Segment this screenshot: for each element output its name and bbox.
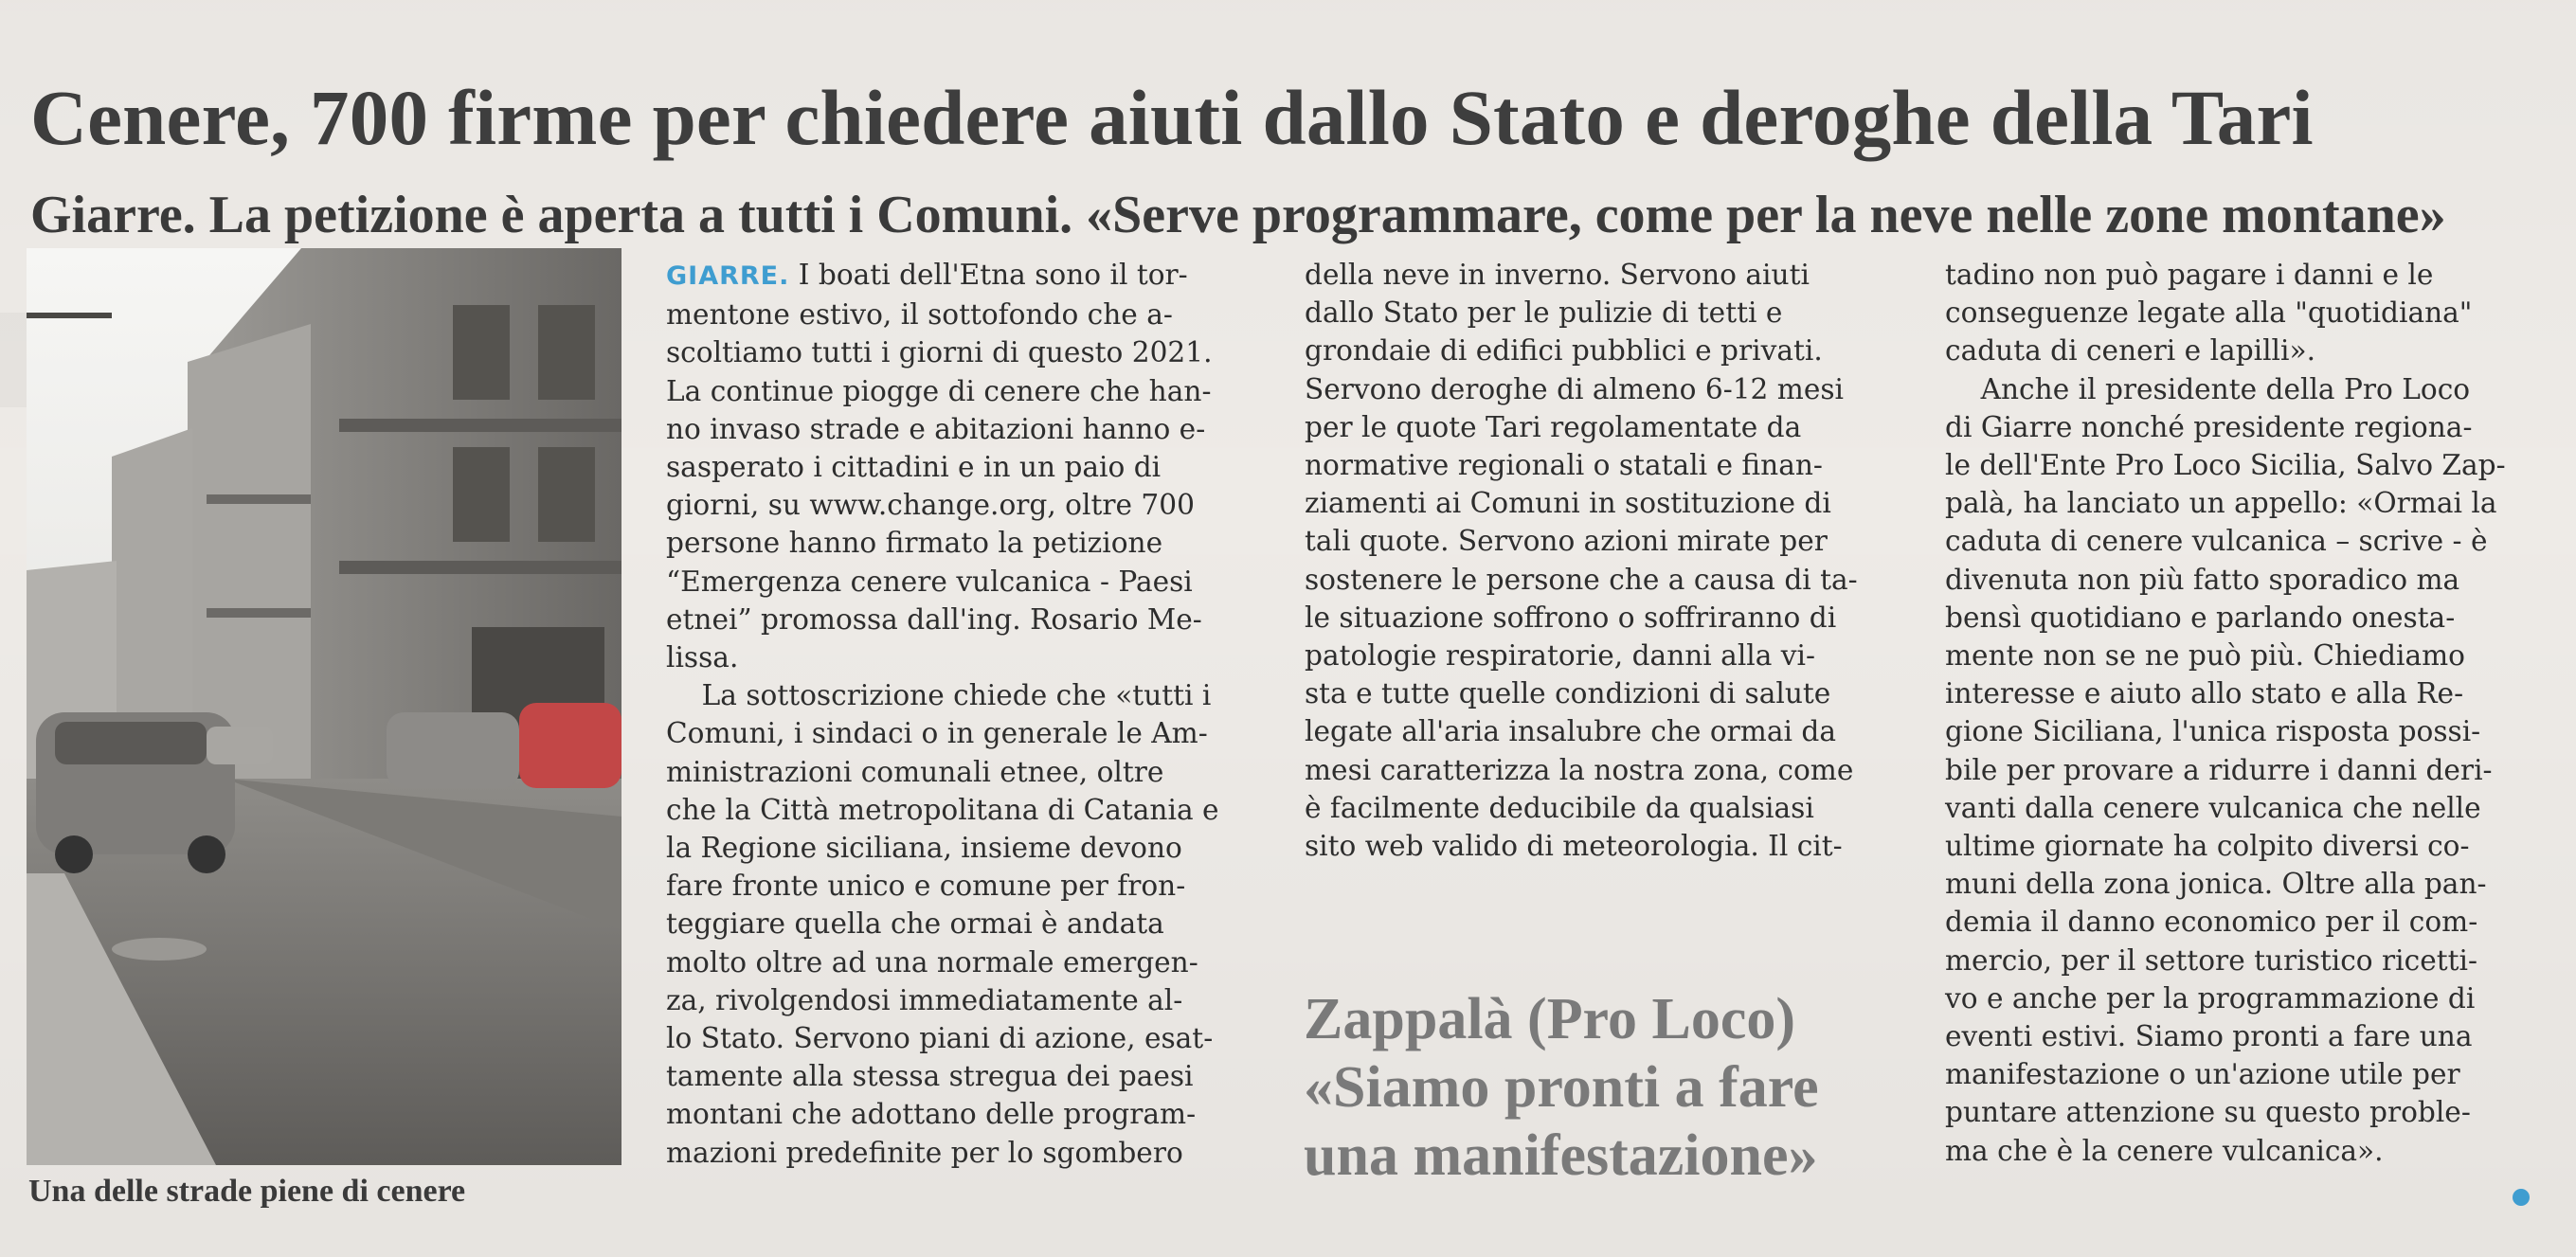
body-line: conseguenze legate alla "quotidiana" <box>1945 296 2473 330</box>
body-line: lo Stato. Servono piani di azione, esat- <box>666 1022 1214 1055</box>
body-line: ziamenti ai Comuni in sostituzione di <box>1305 487 1831 520</box>
body-line: sito web valido di meteorologia. Il cit- <box>1305 830 1843 863</box>
body-line: muni della zona jonica. Oltre alla pan- <box>1945 868 2487 901</box>
body-line: La sottoscrizione chiede che «tutti i <box>666 679 1212 712</box>
body-line: caduta di ceneri e lapilli». <box>1945 334 2316 368</box>
body-line: divenuta non più fatto sporadico ma <box>1945 563 2460 596</box>
body-line: è facilmente deducibile da qualsiasi <box>1305 791 1814 824</box>
body-line: per le quote Tari regolamentate da <box>1305 410 1802 443</box>
headline: Cenere, 700 firme per chiedere aiuti dallo Stato e deroghe della Tari <box>30 73 2314 161</box>
body-line: mercio, per il settore turistico ricetti- <box>1945 943 2477 977</box>
pull-quote-line: «Siamo pronti a fare <box>1304 1055 1819 1120</box>
bleed-through-shade <box>0 313 27 407</box>
body-line: montani che adottano delle program- <box>666 1098 1197 1131</box>
body-line: tadino non può pagare i danni e le <box>1945 259 2434 291</box>
body-line: scoltiamo tutti i giorni di questo 2021. <box>666 336 1213 369</box>
body-line: che la Città metropolitana di Catania e <box>666 793 1219 826</box>
street-ash-image <box>27 248 621 1165</box>
body-line: legate all'aria insalubre che ormai da <box>1305 715 1836 748</box>
body-line: fare fronte unico e comune per fron- <box>666 870 1186 903</box>
street-photo <box>27 248 621 1165</box>
body-line: giorni, su www.change.org, oltre 700 <box>666 489 1195 522</box>
body-line: La continue piogge di cenere che han- <box>666 374 1212 407</box>
body-line: della neve in inverno. Servono aiuti <box>1305 259 1810 291</box>
body-line: mesi caratterizza la nostra zona, come <box>1305 753 1854 786</box>
body-line: bensì quotidiano e parlando onesta- <box>1945 601 2456 634</box>
body-line: di Giarre nonché presidente regiona- <box>1945 410 2473 443</box>
body-line: patologie respiratorie, danni alla vi- <box>1305 639 1815 673</box>
body-line: mazioni predefinite per lo sgombero <box>666 1136 1183 1169</box>
body-line: vo e anche per la programmazione di <box>1945 981 2476 1015</box>
body-line: palà, ha lanciato un appello: «Ormai la <box>1945 487 2497 520</box>
body-line: gione Siciliana, l'unica risposta possi- <box>1945 715 2481 748</box>
body-line: la Regione siciliana, insieme devono <box>666 832 1182 865</box>
body-line: ministrazioni comunali etnee, oltre <box>666 755 1164 788</box>
body-line: caduta di cenere vulcanica – scrive - è <box>1945 525 2488 558</box>
dateline: GIARRE. <box>666 261 790 291</box>
pull-quote-line: una manifestazione» <box>1304 1123 1818 1188</box>
article-column-1 <box>666 256 1263 1172</box>
photo-caption: Una delle strade piene di cenere <box>28 1174 466 1209</box>
body-line: manifestazione o un'azione utile per <box>1945 1058 2460 1091</box>
body-line: molto oltre ad una normale emergen- <box>666 945 1198 979</box>
end-of-article-dot-icon <box>2513 1189 2530 1206</box>
body-line: le dell'Ente Pro Loco Sicilia, Salvo Zap- <box>1945 449 2506 482</box>
pull-quote <box>1304 985 1910 1190</box>
body-line: tali quote. Servono azioni mirate per <box>1305 525 1828 558</box>
body-line: mente non se ne può più. Chiediamo <box>1945 639 2466 673</box>
body-line: mentone estivo, il sottofondo che a- <box>666 298 1173 332</box>
body-line: persone hanno firmato la petizione <box>666 527 1163 560</box>
body-line: sasperato i cittadini e in un paio di <box>666 451 1162 484</box>
body-line: tamente alla stessa stregua dei paesi <box>666 1060 1194 1093</box>
body-line: normative regionali o statali e finan- <box>1305 449 1823 482</box>
body-line: grondaie di edifici pubblici e privati. <box>1305 334 1823 368</box>
body-line: lissa. <box>666 641 739 674</box>
body-line: sostenere le persone che a causa di ta- <box>1305 563 1858 596</box>
body-line: Anche il presidente della Pro Loco <box>1945 372 2471 405</box>
body-line: etnei” promossa dall'ing. Rosario Me- <box>666 602 1202 636</box>
body-line: no invaso strade e abitazioni hanno e- <box>666 412 1206 445</box>
pull-quote-line: Zappalà (Pro Loco) <box>1304 987 1795 1051</box>
body-line: le situazione soffrono o soffriranno di <box>1305 601 1837 634</box>
body-line: sta e tutte quelle condizioni di salute <box>1305 677 1831 710</box>
body-line: za, rivolgendosi immediatamente al- <box>666 983 1183 1016</box>
body-line: eventi estivi. Siamo pronti a fare una <box>1945 1020 2473 1053</box>
body-line: Comuni, i sindaci o in generale le Am- <box>666 717 1208 750</box>
body-line: bile per provare a ridurre i danni deri- <box>1945 753 2493 786</box>
article-column-3 <box>1945 256 2542 1170</box>
body-line: ultime giornate ha colpito diversi co- <box>1945 830 2470 863</box>
body-line: vanti dalla cenere vulcanica che nelle <box>1945 791 2481 824</box>
body-line: “Emergenza cenere vulcanica - Paesi <box>666 565 1193 598</box>
body-line: interesse e aiuto allo stato e alla Re- <box>1945 677 2464 710</box>
body-line: GIARRE. I boati dell'Etna sono il tor- <box>666 259 1188 291</box>
article-column-2 <box>1305 256 1901 865</box>
body-line: Servono deroghe di almeno 6-12 mesi <box>1305 372 1845 405</box>
body-line: puntare attenzione su questo proble- <box>1945 1096 2471 1129</box>
body-line: teggiare quella che ormai è andata <box>666 907 1164 941</box>
body-line: ma che è la cenere vulcanica». <box>1945 1134 2384 1167</box>
subheadline: Giarre. La petizione è aperta a tutti i Comuni. «Serve programmare, come per la neve nelle zone montane» <box>30 186 2446 245</box>
body-line: demia il danno economico per il com- <box>1945 906 2478 939</box>
body-line: dallo Stato per le pulizie di tetti e <box>1305 296 1783 330</box>
